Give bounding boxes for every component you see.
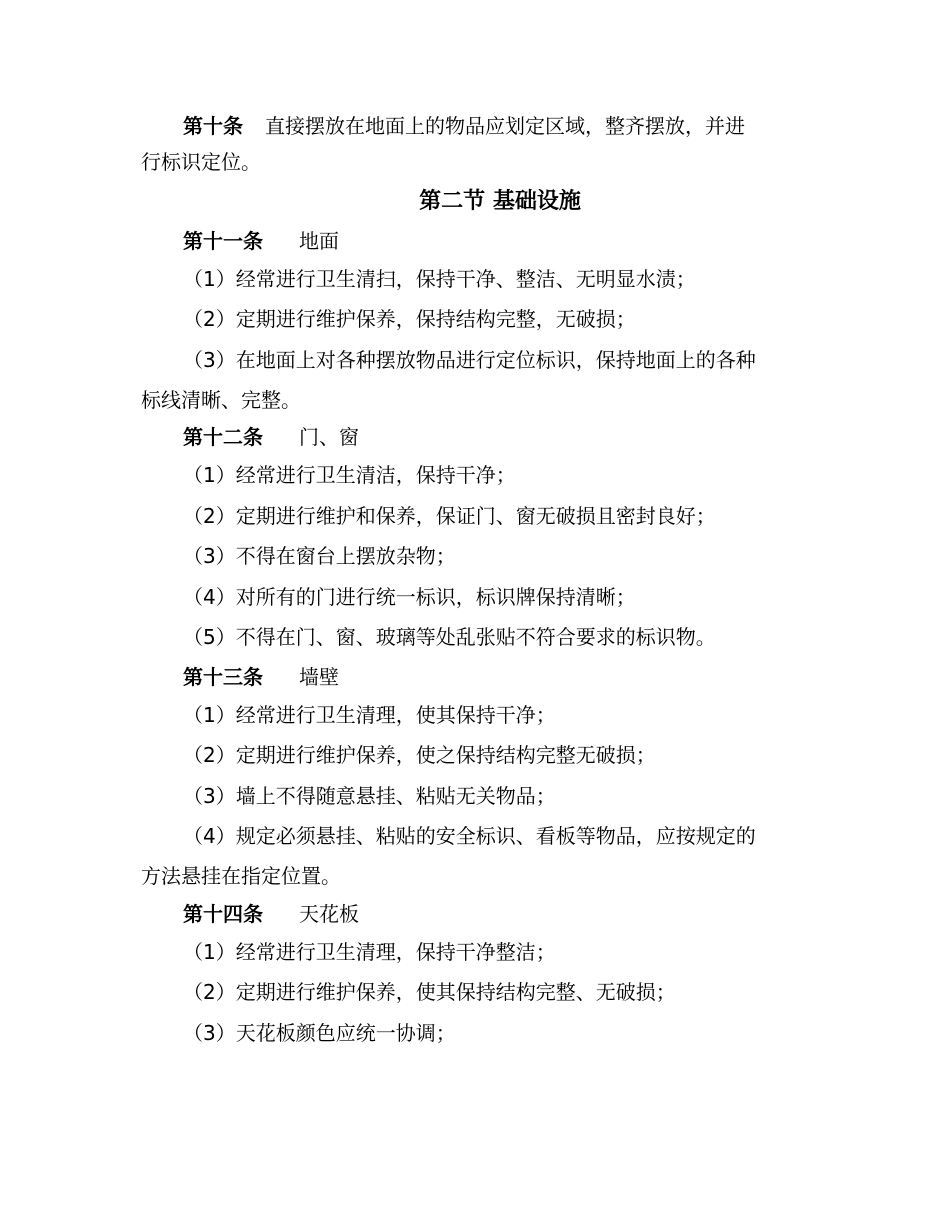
article-10-line-1 — [183, 114, 745, 138]
article-10-text-line-2: 行标识定位。 — [141, 150, 261, 174]
article-12-item-4: （4）对所有的门进行统一标识，标识牌保持清晰； — [183, 585, 636, 609]
article-13-header — [183, 665, 339, 689]
article-13-subject: 墙壁 — [299, 665, 339, 689]
article-14-item-1: （1）经常进行卫生清理，保持干净整洁； — [183, 940, 556, 964]
article-14-item-2: （2）定期进行维护保养，使其保持结构完整、无破损； — [183, 980, 676, 1004]
article-12-header — [183, 425, 359, 449]
article-12-item-1: （1）经常进行卫生清洁，保持干净； — [183, 463, 516, 487]
article-14-header — [183, 902, 359, 926]
article-14-item-3: （3）天花板颜色应统一协调； — [183, 1021, 456, 1045]
article-12-title: 第十二条 — [183, 425, 263, 449]
article-13-item-1: （1）经常进行卫生清理，使其保持干净； — [183, 703, 556, 727]
article-11-subject: 地面 — [299, 229, 339, 253]
article-13-title: 第十三条 — [183, 665, 263, 689]
article-11-item-3-cont: 标线清晰、完整。 — [141, 388, 301, 412]
article-11-title: 第十一条 — [183, 229, 263, 253]
article-11-item-2: （2）定期进行维护保养，保持结构完整，无破损； — [183, 307, 636, 331]
article-13-item-2: （2）定期进行维护保养，使之保持结构完整无破损； — [183, 743, 656, 767]
article-13-item-3: （3）墙上不得随意悬挂、粘贴无关物品； — [183, 784, 556, 808]
article-14-subject: 天花板 — [299, 902, 359, 926]
article-10-text-line-1: 直接摆放在地面上的物品应划定区域，整齐摆放，并进 — [265, 114, 745, 138]
article-12-item-5: （5）不得在门、窗、玻璃等处乱张贴不符合要求的标识物。 — [183, 625, 716, 649]
article-12-item-2: （2）定期进行维护和保养，保证门、窗无破损且密封良好； — [183, 504, 716, 528]
article-13-item-4-cont: 方法悬挂在指定位置。 — [141, 864, 341, 888]
article-12-item-3: （3）不得在窗台上摆放杂物； — [183, 544, 456, 568]
section-heading: 第二节 基础设施 — [419, 189, 581, 214]
article-11-item-3: （3）在地面上对各种摆放物品进行定位标识，保持地面上的各种 — [183, 348, 756, 372]
article-12-subject: 门、窗 — [299, 425, 359, 449]
article-14-title: 第十四条 — [183, 902, 263, 926]
article-13-item-4: （4）规定必须悬挂、粘贴的安全标识、看板等物品，应按规定的 — [183, 824, 756, 848]
article-10-title: 第十条 — [183, 114, 243, 138]
article-11-header — [183, 229, 339, 253]
article-11-item-1: （1）经常进行卫生清扫，保持干净、整洁、无明显水渍； — [183, 267, 696, 291]
